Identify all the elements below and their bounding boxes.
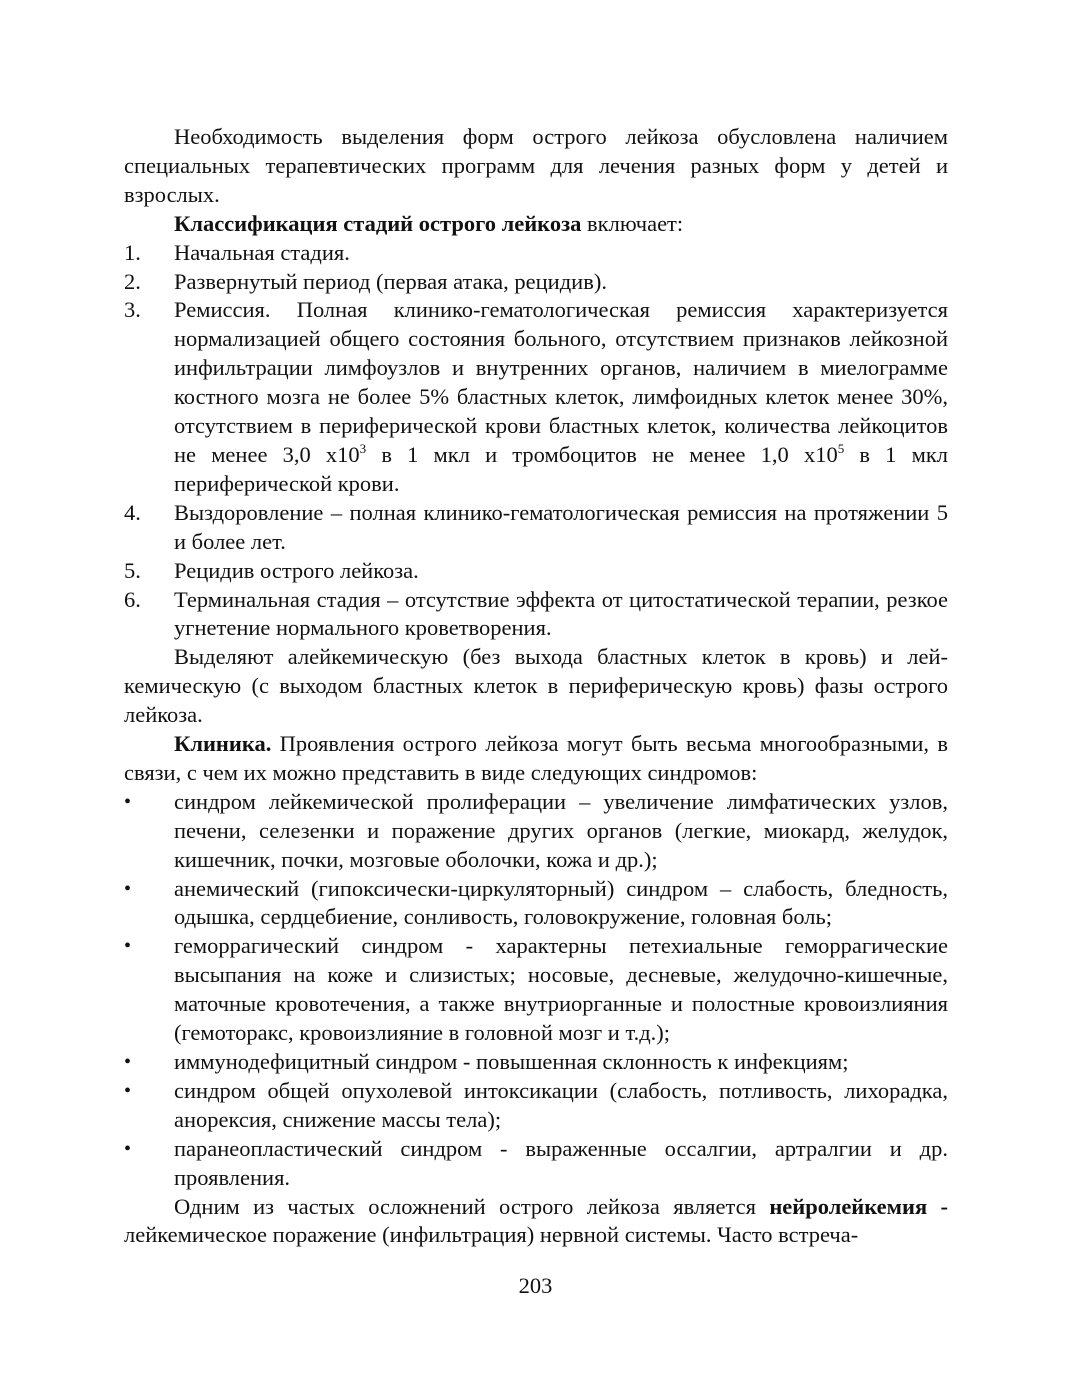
syndrome-text: иммунодефицитный синдром - повышенная склонность к инфекциям; (174, 1049, 849, 1074)
syndrome-item (124, 1048, 948, 1077)
syndrome-item (124, 1135, 948, 1193)
clinic-text: Проявления острого лейкоза могут быть весьма многообразными, в связи, с чем их можно представить в виде следующих синдромов: (124, 731, 948, 785)
stage-text: Терминальная стадия – отсутствие эффекта от цитостатической терапии, резкое угнетение нормального кроветворения. (174, 586, 948, 641)
neuro-text: Одним из частых осложнений острого лейкоза является (174, 1193, 770, 1219)
stage-number: 5. (124, 557, 141, 583)
syndrome-text: анемический (гипоксически-циркуляторный) синдром – слабость, бледность, одышка, сердцебиение, сонливость, головокружение, головная боль; (174, 875, 948, 930)
bullet-icon: • (124, 1079, 132, 1102)
stage-number: 3. (124, 297, 141, 323)
stage-item (124, 586, 948, 644)
classification-heading: Классификация стадий острого лейкоза (174, 210, 582, 236)
stage-text: в 1 мкл и тромбоцитов не менее 1,0 х10 (366, 441, 838, 467)
stage-number: 2. (124, 268, 141, 294)
page-number: 203 (518, 1273, 553, 1298)
exponent: 5 (837, 440, 845, 456)
neuro-dash: - (940, 1193, 948, 1219)
syndrome-text: паранеопластический синдром - выраженные оссалгии, артралгии и др. проявления. (174, 1135, 948, 1190)
neuro-term: нейролейкемия (769, 1193, 928, 1219)
bullet-icon: • (124, 1137, 132, 1160)
intro-paragraph: Необходимость выделения форм острого лейкоза обусловлена наличием специальных терапевтических программ для лечения разных форм у детей и взрослых. (124, 124, 948, 207)
stage-item (124, 499, 948, 557)
stage-text: Развернутый период (первая атака, рецидив). (174, 268, 607, 294)
exponent: 3 (359, 440, 367, 456)
stage-number: 6. (124, 586, 141, 612)
stage-text: в 1 мкл периферической крови. (174, 441, 948, 496)
syndrome-item (124, 875, 948, 933)
stage-text: Рецидив острого лейкоза. (174, 557, 419, 583)
neuro-paragraph (124, 1193, 948, 1251)
stage-number: 1. (124, 239, 141, 265)
page-body (124, 123, 948, 1250)
syndrome-item (124, 788, 948, 875)
bullet-icon: • (124, 935, 132, 958)
classification-intro (124, 210, 948, 239)
syndrome-text: синдром общей опухолевой интоксикации (слабость, потливость, лихорадка, анорексия, снижение массы тела); (174, 1077, 948, 1132)
neuro-text: лейкемическое поражение (инфильтрация) нервной системы. Часто встреча- (124, 1222, 859, 1248)
syndrome-text: геморрагический синдром - характерны петехиальные геморрагические высыпания на коже и слизистых; носовые, десневые, желудочно-кишечные, маточные кровотечения, а также внутриорганные и полостные кровоизлияния (гемоторакс, кровоизлияние в головной мозг и т.д.); (174, 933, 948, 1046)
stage-item (124, 239, 948, 268)
syndromes-list (124, 788, 948, 1193)
stages-list (124, 239, 948, 644)
clinic-heading: Клиника. (174, 731, 272, 757)
stage-item (124, 557, 948, 586)
clinic-paragraph (124, 730, 948, 788)
bullet-icon: • (124, 877, 132, 900)
stage-item (124, 268, 948, 297)
classification-heading-tail: включает: (581, 210, 684, 236)
bullet-icon: • (124, 790, 132, 813)
syndrome-item (124, 932, 948, 1048)
stage-text: Начальная стадия. (174, 239, 350, 265)
stage-text: Ремиссия. Полная клинико-гематологическая ремиссия характеризуется нормализацией общего состояния больного, отсутствием признаков лейкозной инфильтрации лимфоузлов и внутренних органов, наличием в миелограмме костного мозга не более 5% бластных клеток, лимфоидных клеток менее 30%, отсутствием в периферической крови бластных клеток, количества лейкоцитов не менее 3,0 х10 (174, 297, 948, 467)
phases-paragraph: Выделяют алейкемическую (без выхода бластных клеток в кровь) и лейкемическую (с выходом бластных клеток в периферическую кровь) фазы острого лейкоза. (124, 644, 948, 728)
stage-text: Выздоровление – полная клинико-гематологическая ремиссия на протяжении 5 и более лет. (174, 499, 948, 554)
stage-number: 4. (124, 499, 141, 525)
stage-item (124, 296, 948, 498)
syndrome-item (124, 1077, 948, 1135)
syndrome-text: синдром лейкемической пролиферации – увеличение лимфатических узлов, печени, селезенки и поражение других органов (легкие, миокард, желудок, кишечник, почки, мозговые оболочки, кожа и др.); (174, 788, 948, 872)
bullet-icon: • (124, 1051, 132, 1073)
